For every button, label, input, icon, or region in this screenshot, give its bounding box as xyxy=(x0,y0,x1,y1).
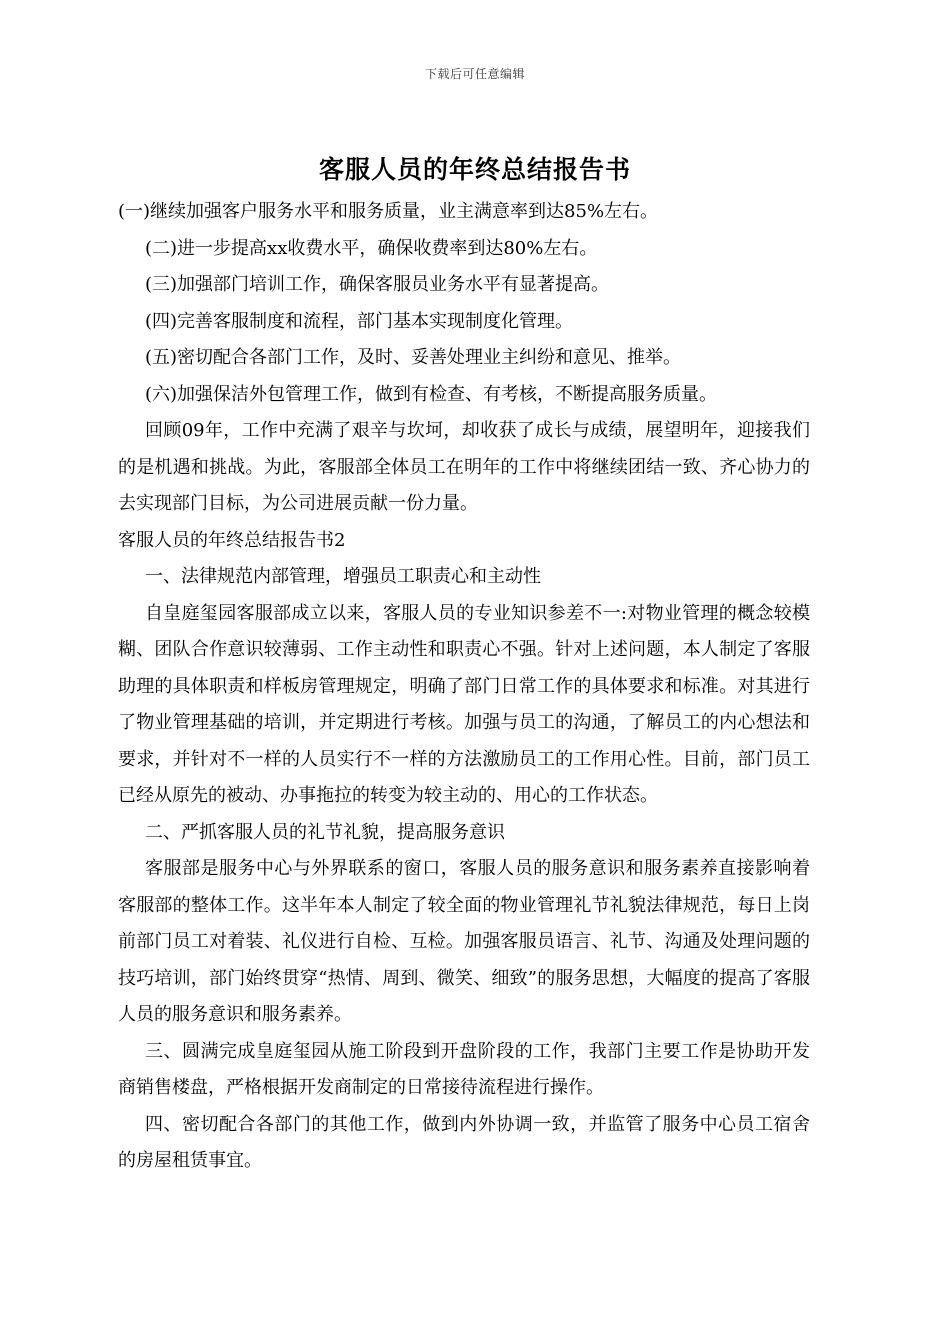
paragraph-part-1-body: 自皇庭玺园客服部成立以来，客服人员的专业知识参差不一:对物业管理的概念较模糊、团队合作意识较薄弱、工作主动性和职责心不强。针对上述问题，本人制定了客服助理的具体职责和样板房管理规定，明确了部门日常工作的具体要求和标准。对其进行了物业管理基础的培训，并定期进行考核。加强与员工的沟通，了解员工的内心想法和要求，并针对不一样的人员实行不一样的方法激励员工的工作用心性。目前，部门员工已经从原先的被动、办事拖拉的转变为较主动的、用心的工作状态。 xyxy=(118,602,810,806)
document-title: 客服人员的年终总结报告书 xyxy=(318,155,631,184)
page-header-note: 下载后可任意编辑 xyxy=(424,67,525,81)
paragraph-goal-4: (四)完善客服制度和流程，部门基本实现制度化管理。 xyxy=(145,310,574,332)
document-body xyxy=(118,194,810,1180)
paragraph-review: 回顾09年，工作中充满了艰辛与坎坷，却收获了成长与成绩，展望明年，迎接我们的是机遇和挑战。为此，客服部全体员工在明年的工作中将继续团结一致、齐心协力的去实现部门目标，为公司进展贡献一份力量。 xyxy=(118,420,810,514)
subheading-part-2: 二、严抓客服人员的礼节礼貌，提高服务意识 xyxy=(145,821,505,843)
section-heading-report-2: 客服人员的年终总结报告书2 xyxy=(118,529,346,551)
paragraph-part-3: 三、圆满完成皇庭玺园从施工阶段到开盘阶段的工作，我部门主要工作是协助开发商销售楼盘，严格根据开发商制定的日常接待流程进行操作。 xyxy=(118,1040,810,1098)
subheading-part-1: 一、法律规范内部管理，增强员工职责心和主动性 xyxy=(145,566,541,587)
paragraph-part-2-body: 客服部是服务中心与外界联系的窗口，客服人员的服务意识和服务素养直接影响着客服部的整体工作。这半年本人制定了较全面的物业管理礼节礼貌法律规范，每日上岗前部门员工对着装、礼仪进行自检、互检。加强客服员语言、礼节、沟通及处理问题的技巧培训，部门始终贯穿“热情、周到、微笑、细致”的服务思想，大幅度的提高了客服人员的服务意识和服务素养。 xyxy=(118,858,810,1025)
paragraph-goal-1: (一)继续加强客户服务水平和服务质量，业主满意率到达85%左右。 xyxy=(118,201,659,222)
paragraph-goal-6: (六)加强保洁外包管理工作，做到有检查、有考核，不断提高服务质量。 xyxy=(145,383,718,405)
paragraph-part-4: 四、密切配合各部门的其他工作，做到内外协调一致，并监管了服务中心员工宿舍的房屋租赁事宜。 xyxy=(118,1113,810,1171)
paragraph-goal-3: (三)加强部门培训工作，确保客服员业务水平有显著提高。 xyxy=(145,274,610,295)
paragraph-goal-2: (二)进一步提高xx收费水平，确保收费率到达80%左右。 xyxy=(145,237,598,259)
paragraph-goal-5: (五)密切配合各部门工作，及时、妥善处理业主纠纷和意见、推举。 xyxy=(145,347,682,368)
